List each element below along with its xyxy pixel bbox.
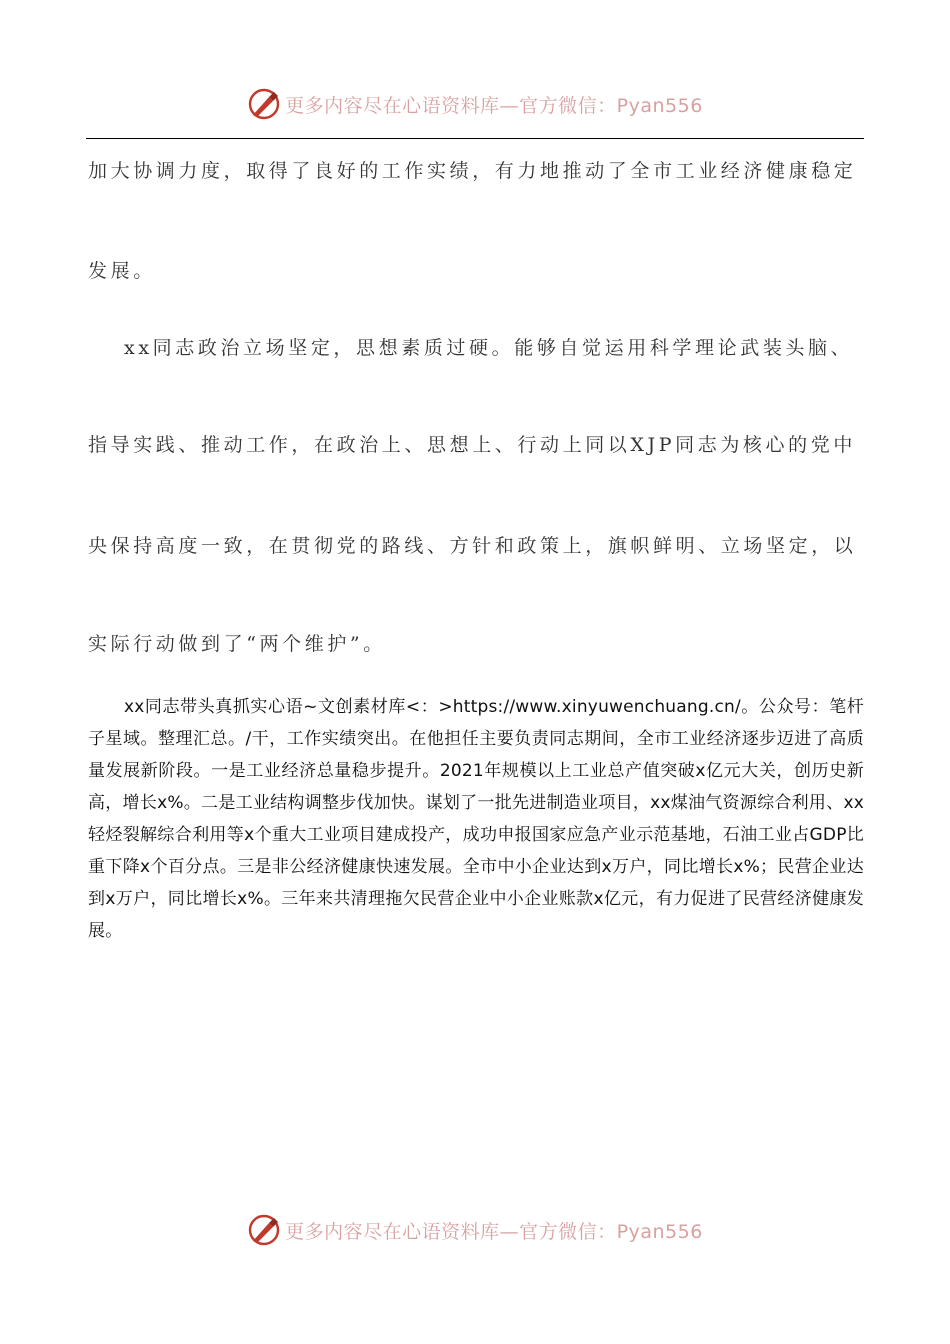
footer-banner [0,1210,950,1250]
paragraph-text: xx同志带头真抓实心语~文创素材库<：>https://www.xinyuwenchuang.cn/。公众号：笔杆子星域。整理汇总。/干，工作实绩突出。在他担任主要负责同志期间，全市工业经济逐步迈进了高质量发展新阶段。一是工业经济总量稳步提升。2021年规模以上工业总产值突破x亿元大关，创历史新高，增长x%。二是工业结构调整步伐加快。谋划了一批先进制造业项目，xx煤油气资源综合利用、xx轻烃裂解综合利用等x个重大工业项目建成投产，成功申报国家应急产业示范基地，石油工业占GDP比重下降x个百分点。三是非公经济健康快速发展。全市中小企业达到x万户，同比增长x%；民营企业达到x万户，同比增长x%。三年来共清理拖欠民营企业中小企业账款x亿元，有力促进了民营经济健康发展。 [88,697,864,941]
body-line-4: 指导实践、推动工作，在政治上、思想上、行动上同以XJP同志为核心的党中 [88,434,856,456]
body-line-3: xx同志政治立场坚定，思想素质过硬。能够自觉运用科学理论武装头脑、 [124,337,854,359]
header-banner-text: 更多内容尽在心语资料库—官方微信：Pyan556 [285,94,703,117]
body-line-5: 央保持高度一致，在贯彻党的路线、方针和政策上，旗帜鲜明、立场坚定，以 [88,535,857,557]
pen-logo-icon [247,87,281,121]
footer-wechat-id: Pyan556 [616,1220,703,1243]
header-wechat-id: Pyan556 [616,94,703,117]
pen-logo-icon [247,1213,281,1247]
body-line-1: 加大协调力度，取得了良好的工作实绩，有力地推动了全市工业经济健康稳定 [88,160,857,182]
header-banner [0,84,950,124]
body-line-6: 实际行动做到了“两个维护”。 [88,633,386,655]
footer-banner-text: 更多内容尽在心语资料库—官方微信：Pyan556 [285,1220,703,1243]
body-line-2: 发展。 [88,260,156,282]
header-divider [86,138,864,139]
body-paragraph-2 [88,691,864,947]
